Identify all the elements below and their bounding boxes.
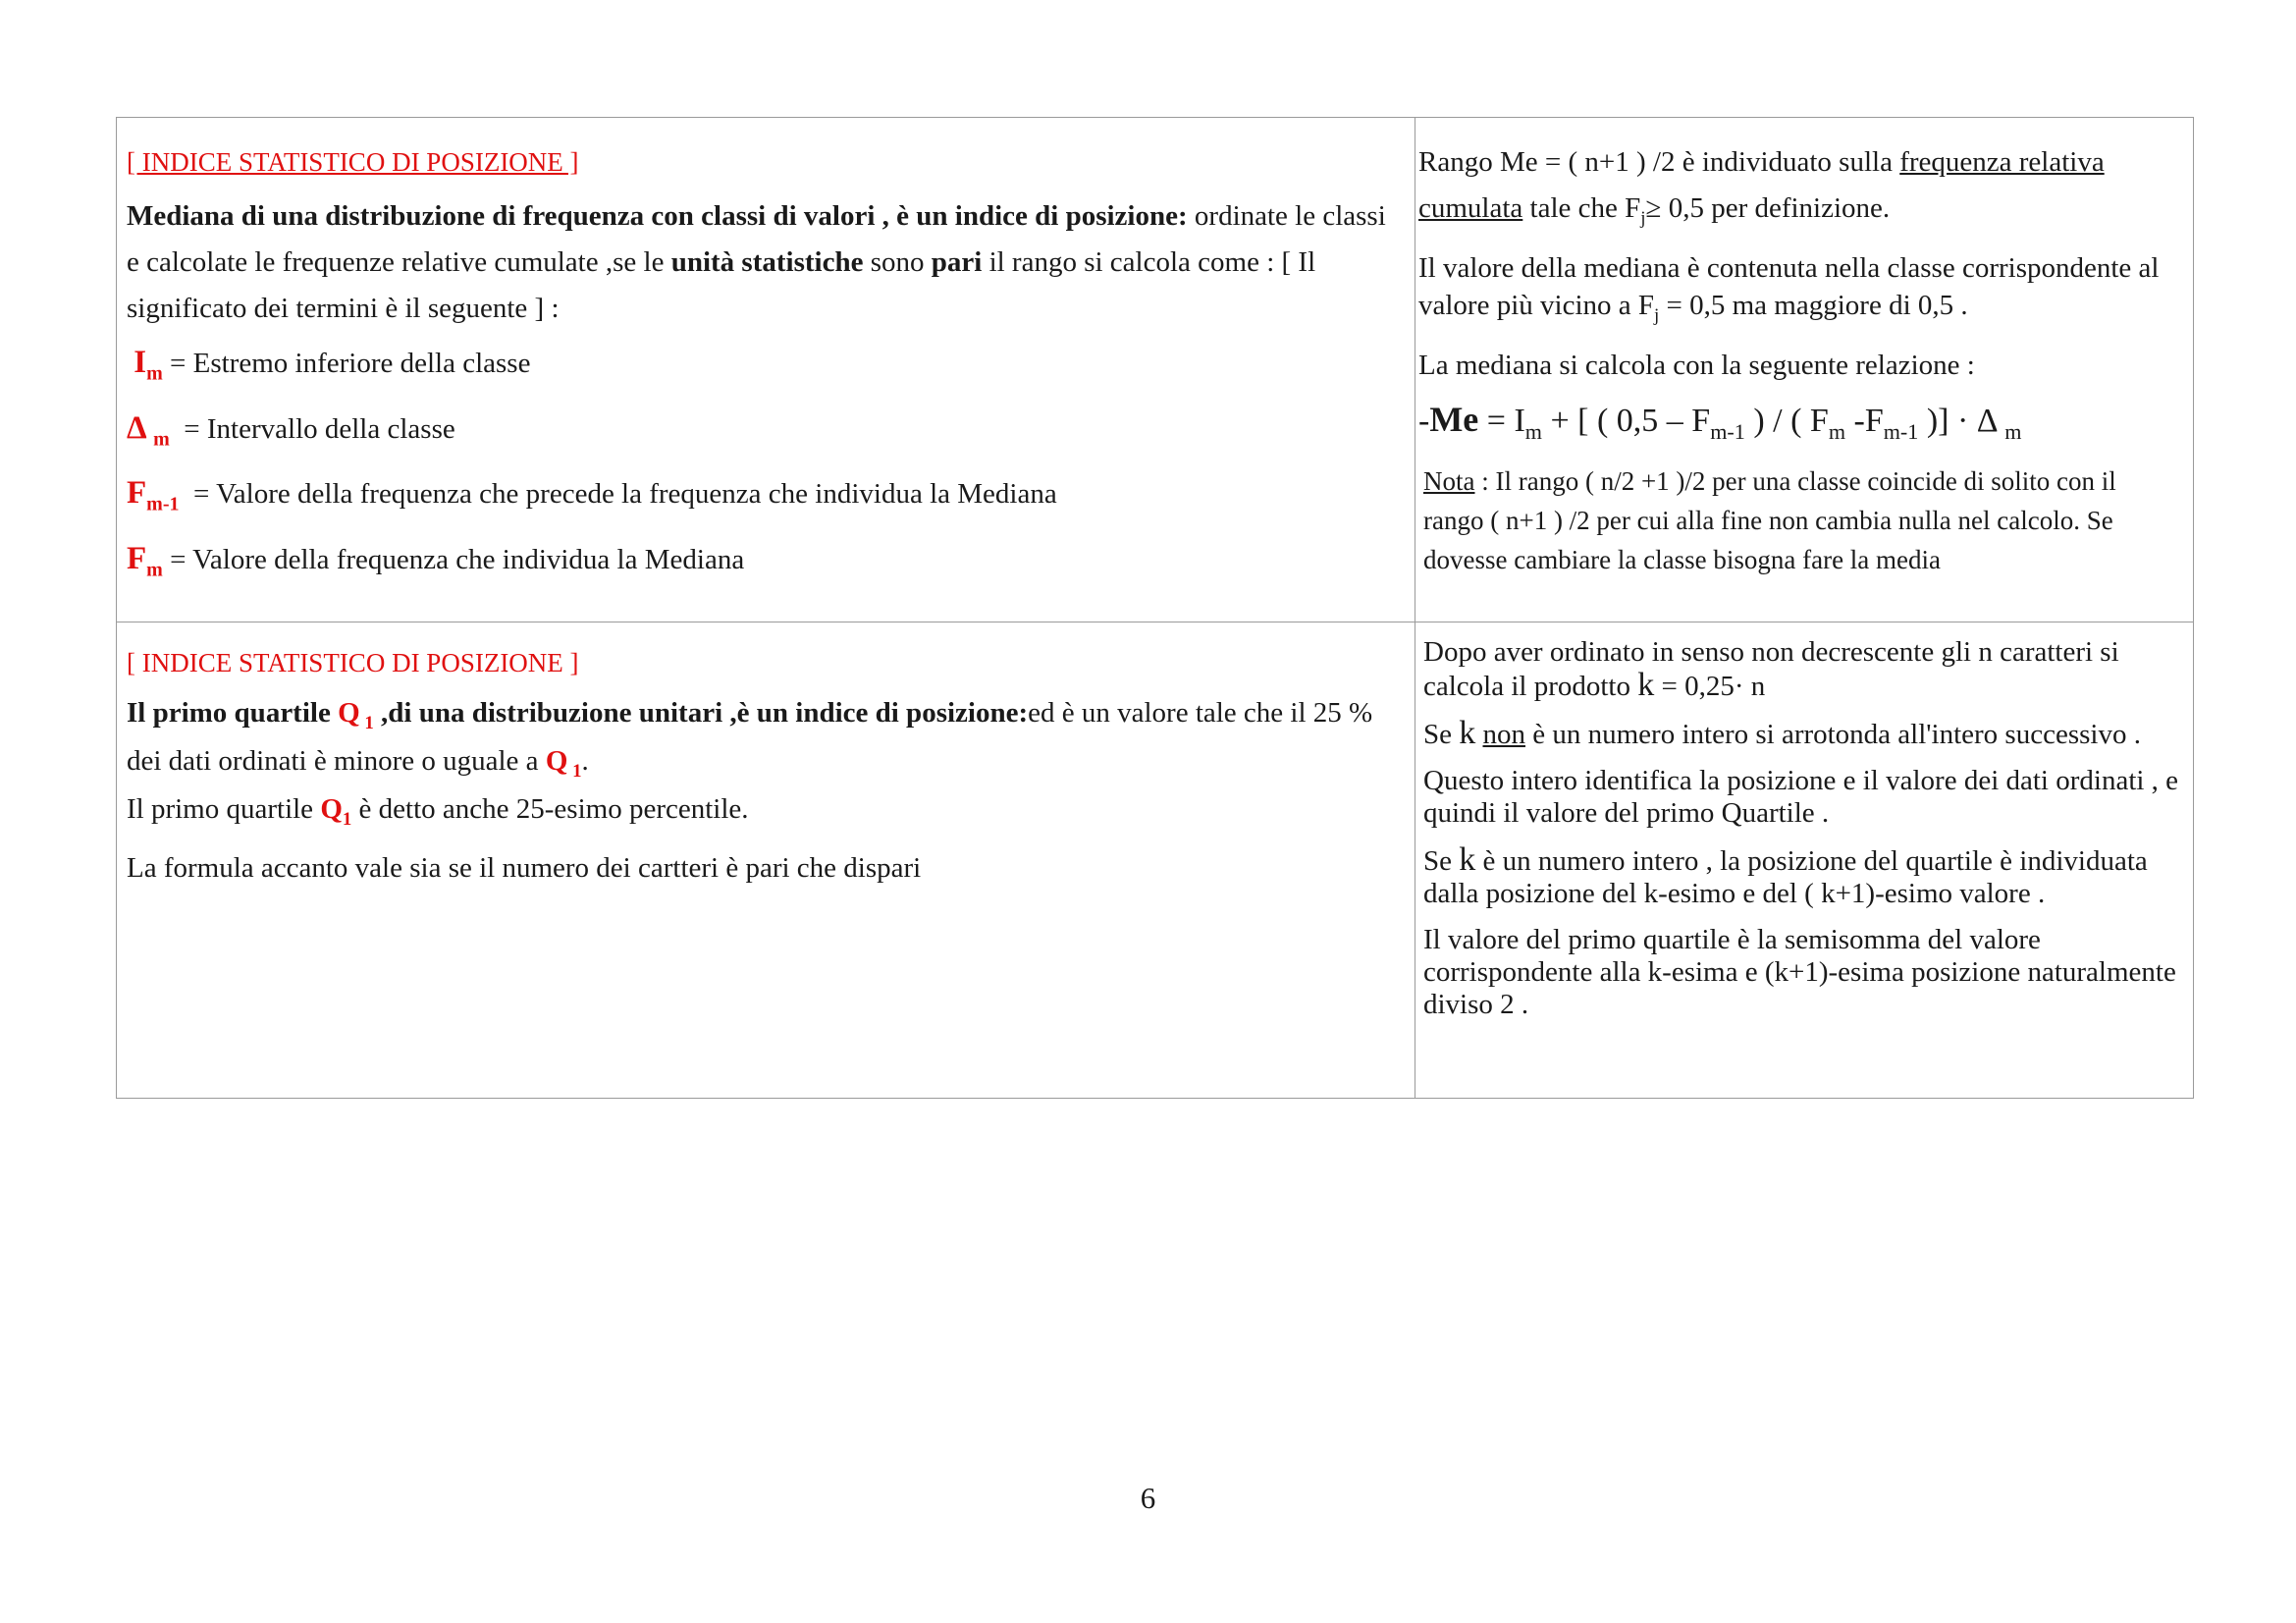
term-symbol: Δ $_m$ xyxy=(127,409,170,451)
heading-text: [ INDICE STATISTICO DI POSIZIONE ] xyxy=(127,648,579,677)
term-previous-frequency xyxy=(127,470,1405,528)
term-description: = Estremo inferiore della classe xyxy=(162,348,531,379)
term-symbol: $F_m$ xyxy=(127,540,163,581)
term-symbol: $I_m$ xyxy=(133,345,163,385)
table-row xyxy=(117,622,2194,1099)
content-table xyxy=(116,117,2194,1099)
note-text: : Il rango ( n/2 +1 )/2 per una classe coincide di solito con il rango ( n+1 ) /2 per cui alla fine non cambia nulla nel calcolo. Se dovesse cambiare la classe bisogna fare la media xyxy=(1423,466,2116,575)
median-note xyxy=(1418,461,2183,579)
quartile-definition-cell xyxy=(117,622,1415,1099)
intro-bold: Mediana di una distribuzione di frequenza con classi di valori , è un indice di posizione: xyxy=(127,200,1188,232)
median-intro xyxy=(127,193,1405,332)
intro-text-3: il rango si calcola come : [ Il significato dei termini è il seguente ] : xyxy=(127,246,1316,324)
section-heading xyxy=(127,640,1405,686)
quartile-step-product: Dopo aver ordinato in senso non decrescente gli n caratteri si calcola il prodotto k = 0,25· n xyxy=(1423,636,2119,703)
note-label: Nota xyxy=(1423,466,1475,497)
median-class: Il valore della mediana è contenuta nella classe corrispondente al valore più vicino a $F_j = 0,5$ ma maggiore di 0,5 . xyxy=(1418,251,2160,326)
q1-symbol: Q $_1$ xyxy=(338,697,374,733)
term-description: = Valore della frequenza che precede la frequenza che individua la Mediana xyxy=(186,478,1057,511)
term-description: = Valore della frequenza che individua la Mediana xyxy=(162,543,745,575)
median-rank: Rango Me = ( n+1 ) /2 è individuato sulla frequenza relativa cumulata tale che $F_j\ge 0,5$ per definizione. xyxy=(1418,146,2105,229)
non-underlined: non xyxy=(1482,719,1525,750)
term-interval xyxy=(127,406,1405,463)
quartile-percentile: Il primo quartile $Q_1$ è detto anche 25-esimo percentile. xyxy=(127,792,749,830)
quartile-step-integer: Se k è un numero intero , la posizione del quartile è individuata dalla posizione del k-esimo e del ( k+1)-esimo valore . xyxy=(1423,841,2148,909)
quartile-procedure-cell xyxy=(1415,622,2194,1099)
term-lower-bound xyxy=(127,340,1405,398)
section-heading xyxy=(127,139,1405,186)
table-row xyxy=(117,118,2194,622)
quartile-step-position: Questo intero identifica la posizione e il valore dei dati ordinati , e quindi il valore del primo Quartile . xyxy=(1423,765,2179,829)
quartile-step-non-integer: Se k non è un numero intero si arrotonda all'intero successivo . xyxy=(1423,715,2141,751)
intro-text: ordinate le classi e calcolate le frequenze relative cumulate ,se le xyxy=(127,200,1386,278)
cumulative-frequency-link: frequenza relativa cumulata xyxy=(1418,146,2105,224)
median-definition-cell xyxy=(117,118,1415,622)
quartile-intro: Il primo quartile Q $_1$ ,di una distribuzione unitari ,è un indice di posizione:ed è un valore tale che il 25 % dei dati ordinati è minore o uguale a Q $_1$. xyxy=(127,697,1373,782)
median-formula: $-Me = I_m$ + [ ( $0,5 - F_{m-1}$ ) / ( $F_m$ $-F_{m-1}$ )] · Δ $_m$ xyxy=(1418,399,2022,444)
q1-symbol: $Q_1$ xyxy=(320,792,352,830)
intro-bold-units: unità statistiche xyxy=(670,246,864,278)
page-number: 6 xyxy=(1140,1481,1156,1515)
heading-text: [ INDICE STATISTICO DI POSIZIONE ] xyxy=(127,147,579,177)
quartile-formula-note: La formula accanto vale sia se il numero dei cartteri è pari che dispari xyxy=(127,852,922,885)
term-median-frequency xyxy=(127,536,1405,594)
term-symbol: $F_{m-1}$ xyxy=(127,475,180,515)
median-formula-cell xyxy=(1415,118,2194,622)
term-description: = Intervallo della classe xyxy=(177,412,455,445)
intro-text-2: sono xyxy=(863,246,932,278)
quartile-step-semisum: Il valore del primo quartile è la semisomma del valore corrispondente alla k-esima e (k+1)-esima posizione naturalmente diviso 2 . xyxy=(1423,924,2176,1020)
q1-symbol: Q $_1$ xyxy=(545,744,582,782)
intro-bold-even: pari xyxy=(931,246,983,278)
median-relation-label: La mediana si calcola con la seguente relazione : xyxy=(1418,349,1975,381)
